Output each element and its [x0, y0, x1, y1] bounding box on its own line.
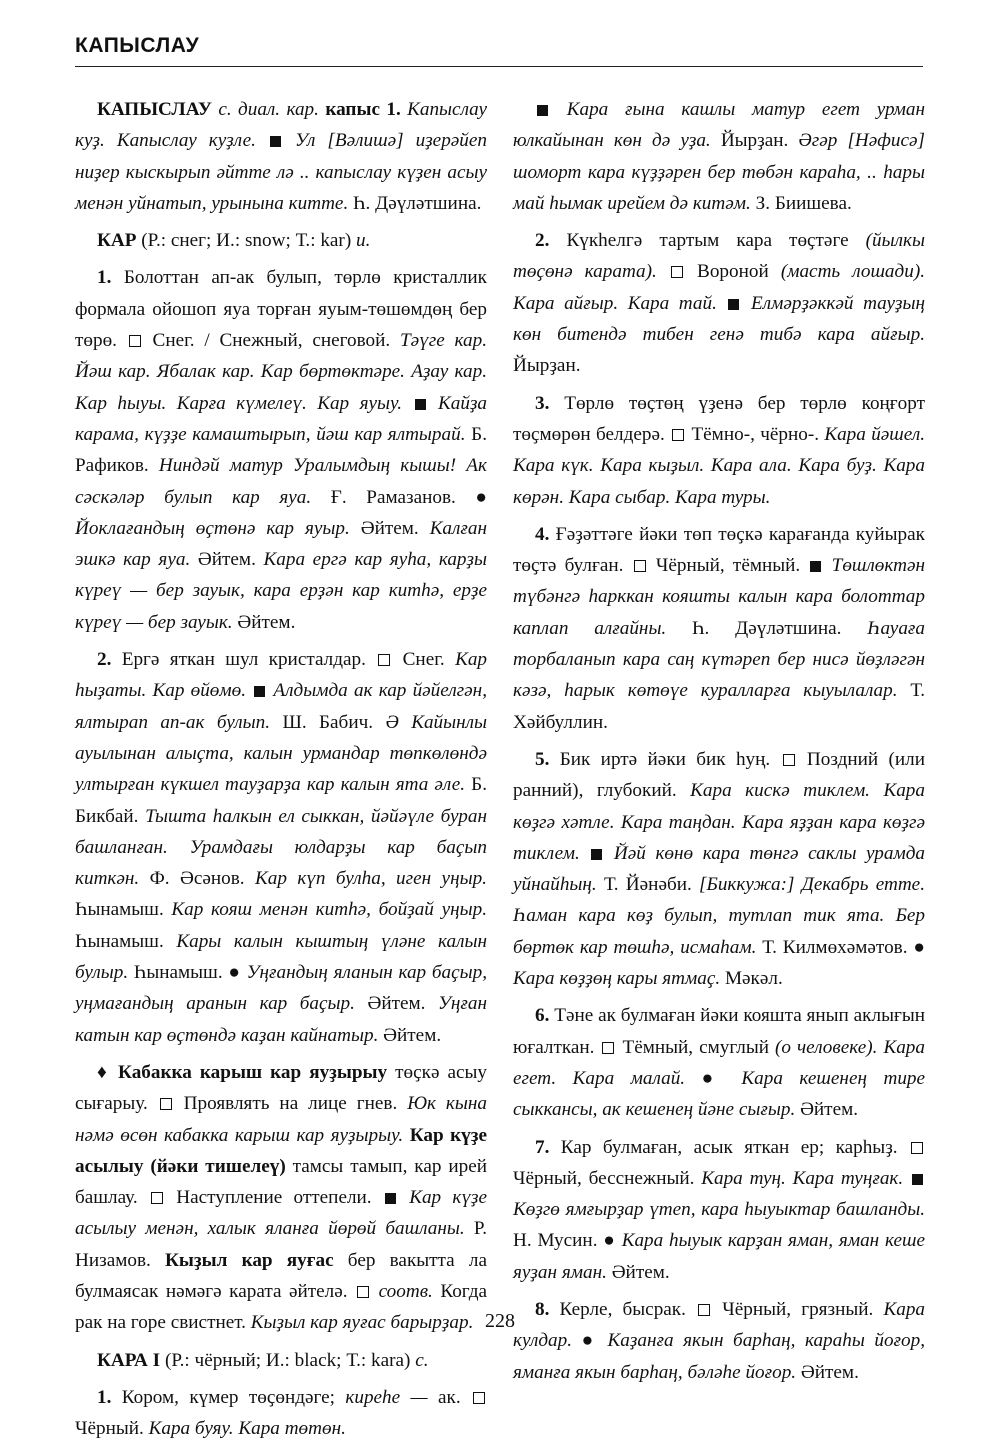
left_column-paragraph: КАПЫСЛАУ с. диал. кар. капыс 1. Капыслау куҙ. Капыслау куҙле. Ул [Вәлишә] иҙерәйеп ниҙер кыскырып әйтте лә .. капыслау күҙен асыу менән уйнатып, урынына китте. Һ. Дәүләтшина.: [75, 99, 488, 214]
right_column-paragraph: 2. Күкһелгә тартым кара төҫтәге (йылкы төҫөнә карата). Вороной (масть лошади). Кара айғыр. Кара тай. Елмәрҙәккәй тауҙың көн битендә тибен генә тибә кара айғыр. Йырҙан.: [513, 230, 926, 377]
right_column-paragraph: 7. Кар булмаған, асык яткан ер; карһыҙ. Чёрный, бесснежный. Кара туң. Кара туңғак. Көҙгө ямғырҙар үтеп, кара һыуыктар башланды. Н. Мусин. ● Кара һыуык карҙан яман, яман кеше яуҙан яман. Әйтем.: [513, 1136, 926, 1283]
right_column-paragraph: 6. Тәне ак булмаған йәки кояшта янып аклығын юғалткан. Тёмный, смуглый (о человеке). Кара егет. Кара малай. ● Кара кешенең тире сыккансы, ак кешенең йәне сығыр. Әйтем.: [513, 1005, 926, 1121]
page-number: 228: [485, 1310, 515, 1332]
left_column-paragraph: КАР (Р.: снег; И.: snow; Т.: kar) и.: [97, 230, 371, 252]
right-column: [513, 94, 925, 1394]
left_column-paragraph: 1. Болоттан ап-ак булып, төрлө кристаллик формала ойошоп яуа торған яуым-төшөмдөң бер төрө. Снег. / Снежный, снеговой. Тәүге кар. Йәш кар. Ябалак кар. Кар бөртөктәре. Аҙау кар. Кар һыуы. Карға күмелеү. Кар яуыу. Кайҙа карама, күҙҙе камаштырып, йәш кар ялтырай. Б. Рафиков. Ниндәй матур Уралымдың кышы! Ак сәскәләр булып кар яуа. Ғ. Рамазанов. ● Йоклағандың өҫтөнә кар яуыр. Әйтем. Калған эшкә кар яуа. Әйтем. Кара ергә кар яуһа, карҙы күреү — бер зауык, кара ерҙән кар китһә, ерҙе күреү — бер зауык. Әйтем.: [75, 267, 488, 633]
right_column-paragraph: Кара ғына кашлы матур егет урман юлкайынан көн дә уҙа. Йырҙан. Әгәр [Нәфисә] шоморт кара күҙҙәрен бер төбән караһа, .. һары май һымак ирейем дә китәм. З. Биишева.: [513, 99, 925, 214]
right_column-paragraph: 5. Бик иртә йәки бик һуң. Поздний (или ранний), глубокий. Кара кискә тиклем. Кара көҙгә хәтле. Кара таңдан. Кара яҙҙан кара көҙгә тиклем. Йәй көнө кара төнгә саклы урамда уйнайһың. Т. Йәнәби. [Биккужа:] Декабрь етте. Һаман кара көҙ булып, тутлап тик ята. Бер бөртөк кар төшһә, исмаһам. Т. Килмөхәмәтов. ● Кара көҙҙөң кары ятмаҫ. Мәкәл.: [513, 748, 926, 990]
left_column-paragraph: КАРА I (Р.: чёрный; И.: black; Т.: kara) с.: [97, 1349, 429, 1371]
right_column-paragraph: 8. Керле, бысрак. Чёрный, грязный. Кара кулдар. ● Каҙанға якын барһаң, караһы йоғор, яманға якын барһаң, бәләһе йоғор. Әйтем.: [513, 1298, 926, 1383]
left_column-paragraph: 1. Кором, күмер төҫөндәге; киреһе — ак. Чёрный. Кара буяу. Кара төтөн.: [75, 1382, 487, 1445]
right_column-paragraph: 3. Төрлө төҫтөң үҙенә бер төрлө коңғорт төҫмөрөн белдерә. Тёмно-, чёрно-. Кара йәшел. Кара күк. Кара кыҙыл. Кара ала. Кара буҙ. Кара көрән. Кара сыбар. Кара туры.: [513, 392, 925, 508]
left_column-paragraph: ♦ Кабакка карыш кар яуҙырыу төҫкә асыу сығарыу. Проявлять на лице гнев. Юк кына нәмә өсөн кабакка карыш кар яуҙырыу. Кар күҙе асылыу (йәки тишелеү) тамсы тамып, кар ирей башлау. Наступление оттепели. Кар күҙе асылыу менән, халык яланға йөрөй башланы. Р. Низамов. Кыҙыл кар яуғас бер вакытта ла булмаясак нәмәгә карата әйтелә. соотв. Когда рак на горе свистнет. Кыҙыл кар яуғас барырҙар.: [75, 1061, 488, 1334]
left_column-paragraph: 2. Ергә яткан шул кристалдар. Снег. Кар һыҙаты. Кар өйөмө. Алдымда ак кар йәйелгән, ялтырап ап-ак булып. Ш. Бабич. Ә Кайынлы ауылынан алыҫта, калын урмандар төпкөлөндә ултырған күкшел тауҙарҙа кар калын ята әле. Б. Бикбай. Тышта һалкын ел сыккан, йәйәүле буран башланған. Урамдағы юлдарҙы кар баҫып киткән. Ф. Әсәнов. Кар күп булһа, иген уңыр. Һынамыш. Кар кояш менән китһә, бойҙай уңыр. Һынамыш. Кары калын кыштың үләне калын булыр. Һынамыш. ● Уңғандың яланын кар баҫыр, уңмағандың аранын кар баҫыр. Әйтем. Уңған катын кар өҫтөндә каҙан кайнатыр. Әйтем.: [75, 649, 488, 1046]
right_column-paragraph: 4. Ғәҙәттәге йәки төп төҫкә карағанда куйырак төҫтә булған. Чёрный, тёмный. Төшлөктән түбәнгә һарккан кояшты калын кара болоттар каплап алғайны. Һ. Дәүләтшина. Һауаға торбаланып кара саң күтәреп бер нисә йөҙләгән кәзә, һарык көтөүе куралларға кыуылалар. Т. Хәйбуллин.: [513, 523, 925, 733]
running-header: КАПЫСЛАУ: [75, 34, 923, 67]
left-column: [75, 94, 487, 1450]
